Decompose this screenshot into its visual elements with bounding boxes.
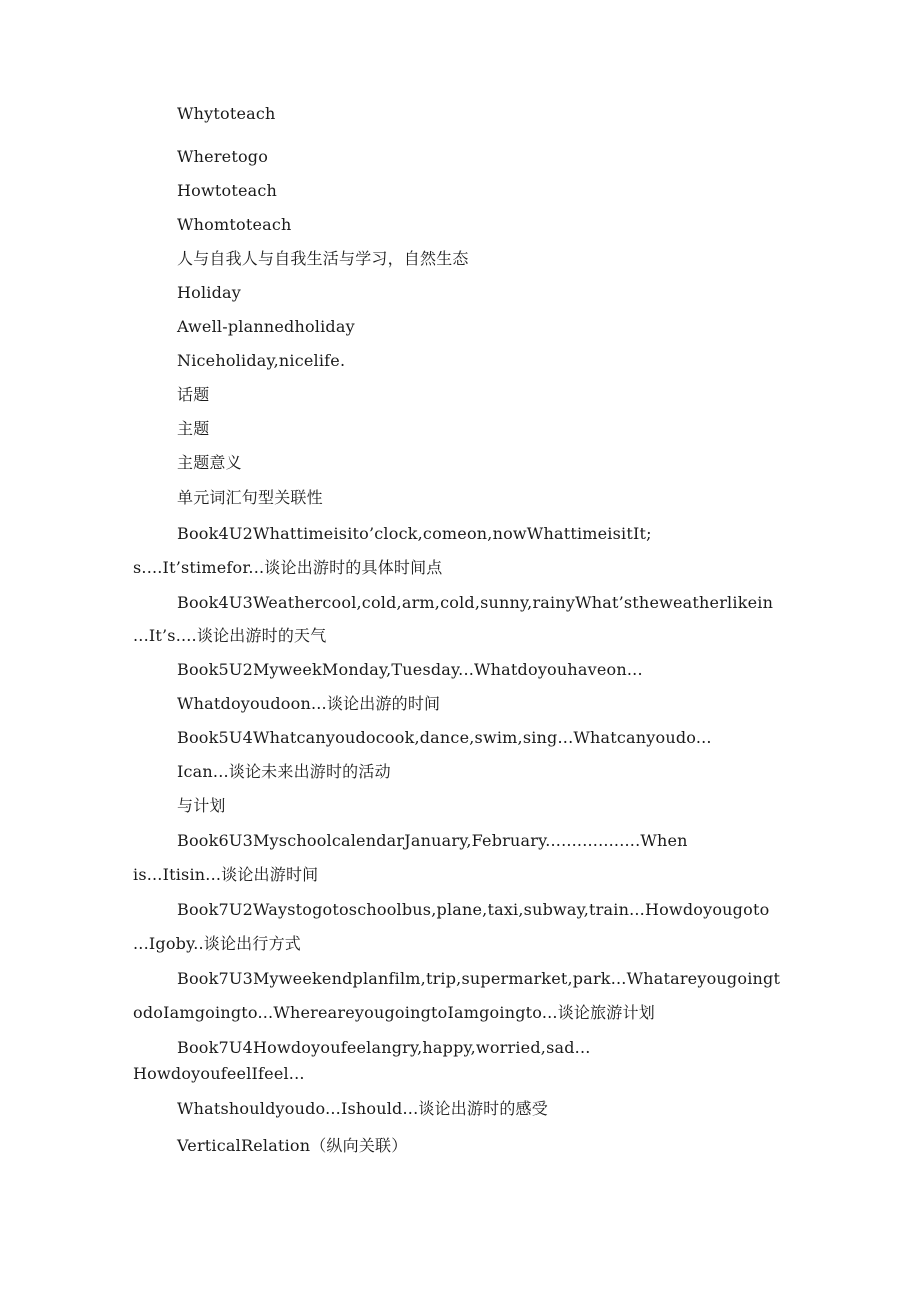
paragraph-line: Book7U3Myweekendplanfilm,trip,supermarket,park...Whatareyougoingt <box>177 969 781 988</box>
theme-meaning-text: Niceholiday,nicelife. <box>177 351 346 370</box>
heading-where-to-go: Wheretogo <box>177 147 269 166</box>
heading-whom-to-teach: Whomtoteach <box>177 215 292 234</box>
paragraph-line: Ican...谈论未来出游时的活动 <box>177 762 391 781</box>
heading-vertical-relation: VerticalRelation（纵向关联） <box>177 1136 408 1155</box>
heading-how-to-teach: Howtoteach <box>177 181 278 200</box>
paragraph-line: Book5U2MyweekMonday,Tuesday...Whatdoyouhaveon... <box>177 660 643 679</box>
paragraph-line: Whatshouldyoudo...Ishould...谈论出游时的感受 <box>177 1099 548 1118</box>
paragraph-line: Whatdoyoudoon...谈论出游的时间 <box>177 694 441 713</box>
label-theme: 主题 <box>177 419 210 438</box>
paragraph-line: ...It’s....谈论出游时的天气 <box>133 626 327 645</box>
paragraph-line: Book7U2Waystogotoschoolbus,plane,taxi,subway,train...Howdoyougoto <box>177 900 770 919</box>
paragraph-line: Book5U4Whatcanyoudocook,dance,swim,sing...Whatcanyoudo... <box>177 728 712 747</box>
paragraph-line: 与计划 <box>177 796 226 815</box>
paragraph-line: odoIamgoingto...WhereareyougoingtoIamgoingto...谈论旅游计划 <box>133 1003 655 1022</box>
theme-category: 人与自我人与自我生活与学习，自然生态 <box>177 249 469 268</box>
heading-why-to-teach: Whytoteach <box>177 104 276 123</box>
paragraph-line: Book6U3MyschoolcalendarJanuary,February..................When <box>177 831 688 850</box>
section-unit-relevance: 单元词汇句型关联性 <box>177 488 323 507</box>
label-theme-meaning: 主题意义 <box>177 453 242 472</box>
paragraph-line: Book4U2Whattimeisito’clock,comeon,nowWhattimeisitIt; <box>177 524 652 543</box>
paragraph-line: HowdoyoufeelIfeel... <box>133 1064 305 1083</box>
theme-planned-holiday: Awell-plannedholiday <box>177 317 355 336</box>
topic-holiday: Holiday <box>177 283 242 302</box>
label-topic: 话题 <box>177 385 210 404</box>
paragraph-line: s....It’stimefor...谈论出游时的具体时间点 <box>133 558 443 577</box>
paragraph-line: is...Itisin...谈论出游时间 <box>133 865 319 884</box>
paragraph-line: Book7U4Howdoyoufeelangry,happy,worried,sad... <box>177 1038 591 1057</box>
paragraph-line: Book4U3Weathercool,cold,arm,cold,sunny,rainyWhat’stheweatherlikein <box>177 593 774 612</box>
paragraph-line: ...Igoby..谈论出行方式 <box>133 934 301 953</box>
